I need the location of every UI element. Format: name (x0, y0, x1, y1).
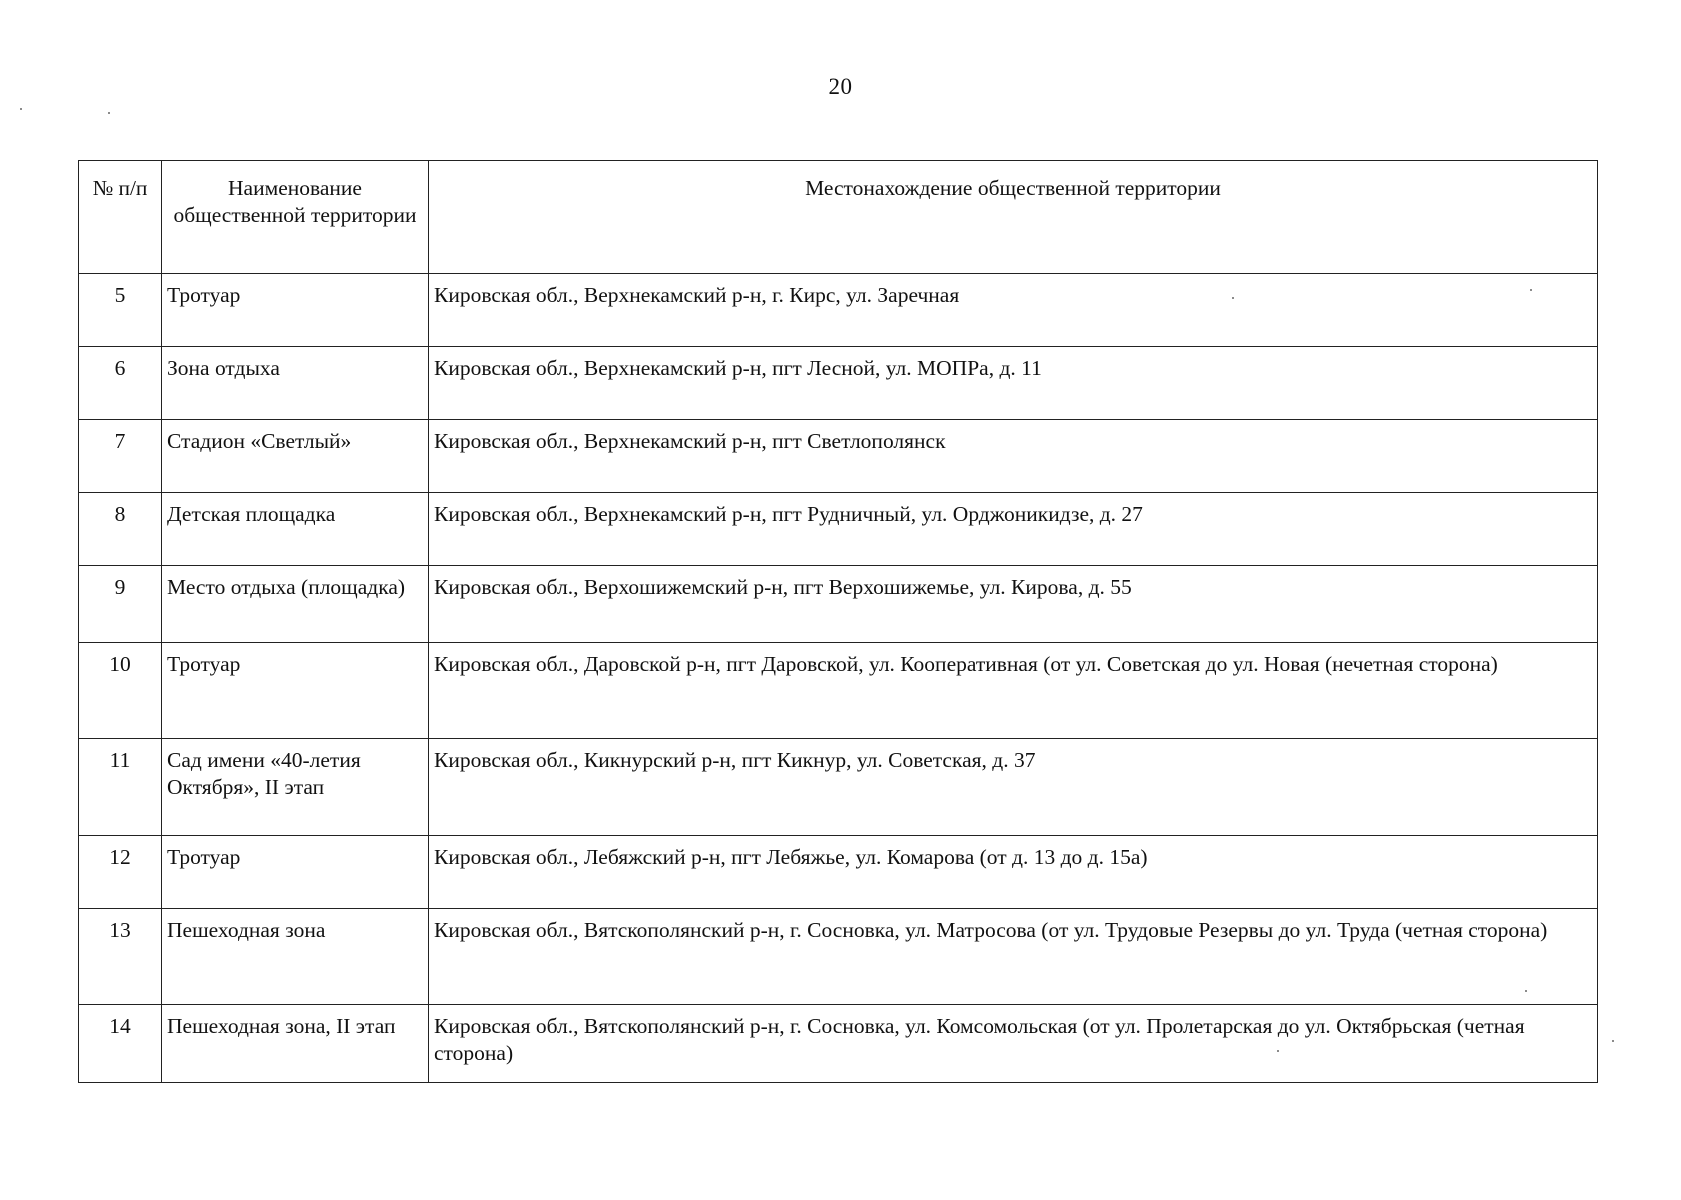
row-location: Кировская обл., Лебяжский р-н, пгт Лебяжье, ул. Комарова (от д. 13 до д. 15а) (429, 836, 1598, 909)
table-row (79, 566, 1598, 643)
table-row (79, 643, 1598, 739)
row-name: Стадион «Светлый» (162, 420, 429, 493)
row-number: 14 (79, 1005, 162, 1083)
row-location: Кировская обл., Даровской р-н, пгт Даровской, ул. Кооперативная (от ул. Советская до ул. Новая (нечетная сторона) (429, 643, 1598, 739)
row-name: Зона отдыха (162, 347, 429, 420)
row-location: Кировская обл., Вятскополянский р-н, г. Сосновка, ул. Матросова (от ул. Трудовые Резервы до ул. Труда (четная сторона) (429, 909, 1598, 1005)
row-name: Место отдыха (площадка) (162, 566, 429, 643)
scan-speck (1277, 1050, 1279, 1052)
table-row (79, 420, 1598, 493)
table-row (79, 836, 1598, 909)
row-number: 10 (79, 643, 162, 739)
row-name: Тротуар (162, 836, 429, 909)
header-location: Местонахождение общественной территории (429, 161, 1598, 274)
row-location: Кировская обл., Верхнекамский р-н, пгт Лесной, ул. МОПРа, д. 11 (429, 347, 1598, 420)
table-row (79, 347, 1598, 420)
territories-table (78, 160, 1598, 1083)
row-location: Кировская обл., Вятскополянский р-н, г. Сосновка, ул. Комсомольская (от ул. Пролетарская до ул. Октябрьская (четная сторона) (429, 1005, 1598, 1083)
row-location: Кировская обл., Верхошижемский р-н, пгт Верхошижемье, ул. Кирова, д. 55 (429, 566, 1598, 643)
page-number: 20 (828, 74, 853, 99)
scan-speck (108, 112, 110, 114)
row-number: 5 (79, 274, 162, 347)
table-header-row (79, 161, 1598, 274)
row-name: Тротуар (162, 274, 429, 347)
table-row (79, 909, 1598, 1005)
table-row (79, 274, 1598, 347)
table-row (79, 739, 1598, 836)
scan-speck (20, 108, 22, 110)
table-row (79, 493, 1598, 566)
table-row (79, 1005, 1598, 1083)
scan-speck (1612, 1040, 1614, 1042)
header-number: № п/п (79, 161, 162, 274)
row-number: 11 (79, 739, 162, 836)
row-name: Детская площадка (162, 493, 429, 566)
row-number: 7 (79, 420, 162, 493)
row-location: Кировская обл., Верхнекамский р-н, пгт Рудничный, ул. Орджоникидзе, д. 27 (429, 493, 1598, 566)
row-location: Кировская обл., Верхнекамский р-н, г. Кирс, ул. Заречная (429, 274, 1598, 347)
row-name: Сад имени «40-летия Октября», II этап (162, 739, 429, 836)
row-name: Пешеходная зона (162, 909, 429, 1005)
header-name: Наименование общественной территории (162, 161, 429, 274)
scan-speck (1232, 297, 1234, 299)
row-number: 9 (79, 566, 162, 643)
row-name: Тротуар (162, 643, 429, 739)
row-number: 13 (79, 909, 162, 1005)
row-number: 12 (79, 836, 162, 909)
scan-speck (1530, 289, 1532, 291)
row-number: 6 (79, 347, 162, 420)
row-number: 8 (79, 493, 162, 566)
scan-speck (1525, 990, 1527, 992)
row-location: Кировская обл., Верхнекамский р-н, пгт Светлополянск (429, 420, 1598, 493)
row-name: Пешеходная зона, II этап (162, 1005, 429, 1083)
row-location: Кировская обл., Кикнурский р-н, пгт Кикнур, ул. Советская, д. 37 (429, 739, 1598, 836)
